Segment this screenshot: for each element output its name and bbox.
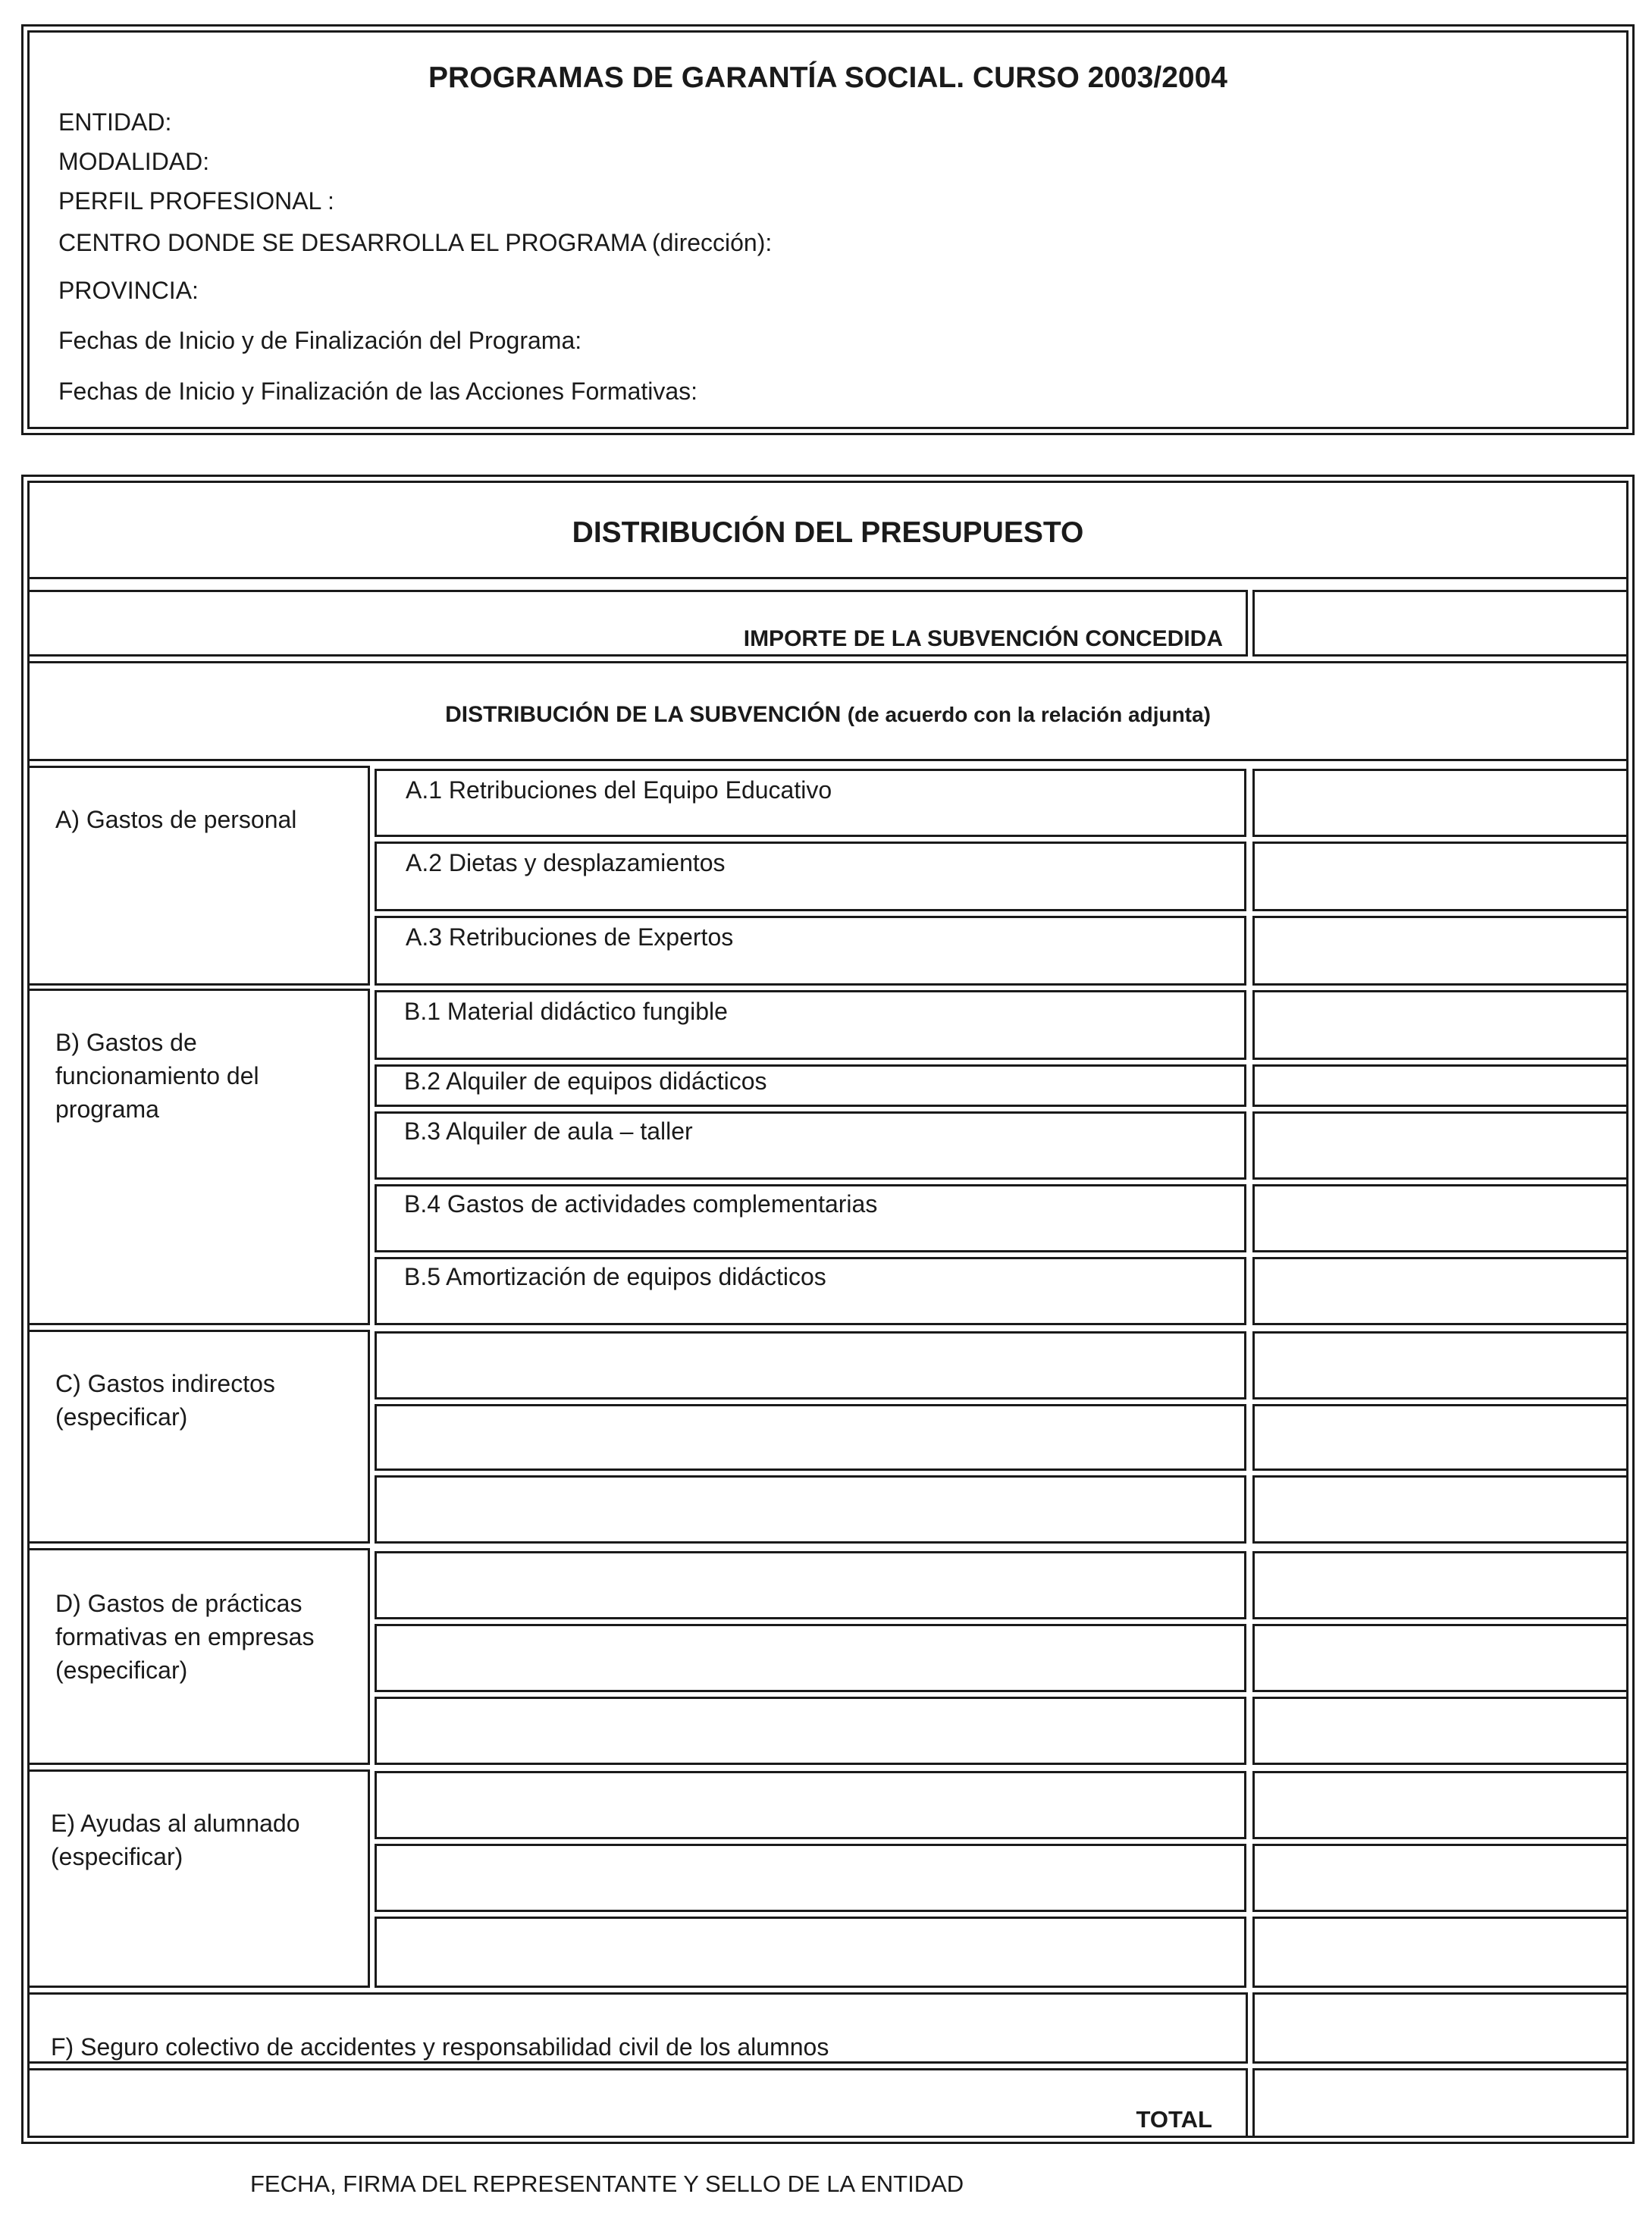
item-d1-amount[interactable] [1252, 1551, 1628, 1619]
group-c-label: C) Gastos indirectos (especificar) [55, 1370, 275, 1431]
item-d3-amount[interactable] [1252, 1697, 1628, 1765]
item-c3-description[interactable] [375, 1475, 1246, 1544]
distribucion-row [27, 661, 1628, 761]
field-fechas-acciones[interactable]: Fechas de Inicio y Finalización de las Acciones Formativas: [58, 378, 698, 405]
group-a-label-cell [27, 766, 370, 986]
item-d2-description[interactable] [375, 1624, 1246, 1692]
item-e3-description[interactable] [375, 1917, 1246, 1988]
item-b2-label: B.2 Alquiler de equipos didácticos [404, 1067, 767, 1095]
item-b4-label: B.4 Gastos de actividades complementarias [404, 1190, 878, 1218]
group-e-label-cell [27, 1769, 370, 1988]
item-e2-description[interactable] [375, 1844, 1246, 1912]
item-c2-amount[interactable] [1252, 1404, 1628, 1471]
group-e-label: E) Ayudas al alumnado (especificar) [51, 1810, 300, 1870]
item-e3-amount[interactable] [1252, 1917, 1628, 1988]
distribucion-label-rest: (de acuerdo con la relación adjunta) [847, 703, 1211, 726]
group-c-label-cell [27, 1330, 370, 1544]
item-a1-label: A.1 Retribuciones del Equipo Educativo [406, 776, 832, 804]
item-d3-description[interactable] [375, 1697, 1246, 1765]
item-d2-amount[interactable] [1252, 1624, 1628, 1692]
group-b-label-cell [27, 989, 370, 1325]
table-row [375, 1064, 1246, 1107]
item-d1-description[interactable] [375, 1551, 1246, 1619]
item-a2-label: A.2 Dietas y desplazamientos [406, 849, 726, 876]
seguro-label-cell [27, 1992, 1248, 2064]
item-a3-amount[interactable] [1252, 916, 1628, 986]
table-row [375, 769, 1246, 837]
seguro-label: F) Seguro colectivo de accidentes y responsabilidad civil de los alumnos [51, 2033, 829, 2061]
group-b-label: B) Gastos de funcionamiento del programa [55, 1029, 259, 1123]
header-box [27, 30, 1628, 429]
budget-title-row [27, 481, 1628, 579]
importe-label-cell [27, 590, 1248, 657]
group-a-label: A) Gastos de personal [55, 806, 297, 833]
item-c2-description[interactable] [375, 1404, 1246, 1471]
distribucion-label [30, 701, 1626, 729]
item-a2-amount[interactable] [1252, 842, 1628, 911]
item-a1-amount[interactable] [1252, 769, 1628, 837]
total-amount[interactable] [1252, 2068, 1628, 2138]
form-title: PROGRAMAS DE GARANTÍA SOCIAL. CURSO 2003/2004 [428, 61, 1227, 94]
item-b1-label: B.1 Material didáctico fungible [404, 998, 728, 1025]
table-row [375, 1257, 1246, 1325]
item-b4-amount[interactable] [1252, 1184, 1628, 1252]
seguro-amount[interactable] [1252, 1992, 1628, 2064]
item-c1-amount[interactable] [1252, 1331, 1628, 1399]
item-e1-amount[interactable] [1252, 1771, 1628, 1839]
item-c1-description[interactable] [375, 1331, 1246, 1399]
importe-label: IMPORTE DE LA SUBVENCIÓN CONCEDIDA [743, 626, 1223, 651]
table-row [375, 1111, 1246, 1180]
item-a3-label: A.3 Retribuciones de Expertos [406, 923, 734, 951]
signature-label: FECHA, FIRMA DEL REPRESENTANTE Y SELLO DE LA ENTIDAD [250, 2171, 964, 2197]
item-b2-amount[interactable] [1252, 1064, 1628, 1107]
field-modalidad[interactable]: MODALIDAD: [58, 148, 210, 175]
group-d-label-cell [27, 1548, 370, 1765]
table-row [375, 990, 1246, 1060]
item-b5-amount[interactable] [1252, 1257, 1628, 1325]
field-centro[interactable]: CENTRO DONDE SE DESARROLLA EL PROGRAMA (dirección): [58, 229, 773, 256]
total-label: TOTAL [1136, 2106, 1212, 2133]
total-label-cell [27, 2068, 1248, 2138]
item-b1-amount[interactable] [1252, 990, 1628, 1060]
group-d-label: D) Gastos de prácticas formativas en empresas (especificar) [55, 1590, 315, 1684]
field-perfil-profesional[interactable]: PERFIL PROFESIONAL : [58, 187, 334, 215]
item-e1-description[interactable] [375, 1771, 1246, 1839]
importe-value-cell[interactable] [1252, 590, 1628, 657]
table-row [375, 1184, 1246, 1252]
field-provincia[interactable]: PROVINCIA: [58, 277, 199, 304]
budget-title: DISTRIBUCIÓN DEL PRESUPUESTO [572, 516, 1084, 549]
table-row [375, 842, 1246, 911]
field-entidad[interactable]: ENTIDAD: [58, 108, 172, 136]
table-row [375, 916, 1246, 986]
item-b3-amount[interactable] [1252, 1111, 1628, 1180]
field-fechas-programa[interactable]: Fechas de Inicio y de Finalización del Programa: [58, 327, 582, 354]
item-c3-amount[interactable] [1252, 1475, 1628, 1544]
item-e2-amount[interactable] [1252, 1844, 1628, 1912]
distribucion-label-bold: DISTRIBUCIÓN DE LA SUBVENCIÓN [445, 702, 842, 727]
item-b5-label: B.5 Amortización de equipos didácticos [404, 1263, 826, 1290]
item-b3-label: B.3 Alquiler de aula – taller [404, 1117, 693, 1145]
